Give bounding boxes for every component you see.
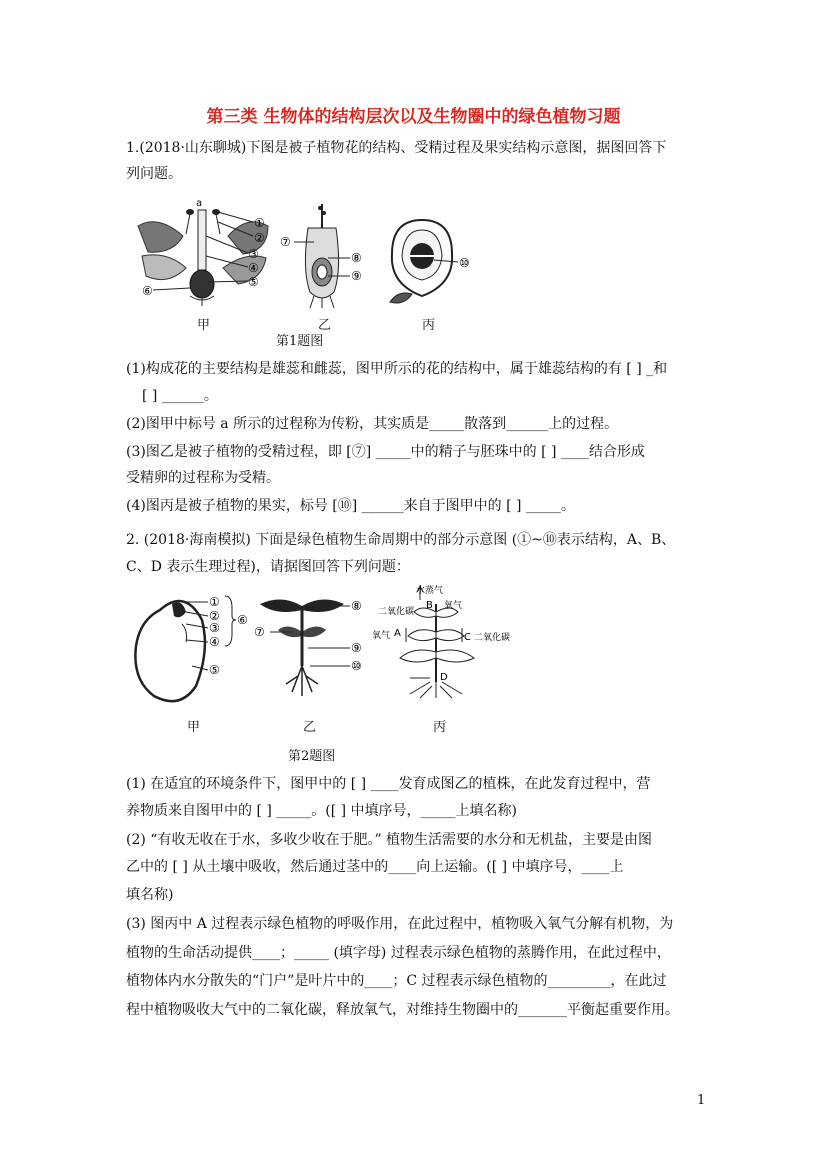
q1-caption-bing: 丙 [422, 318, 436, 333]
q1-caption-yi: 乙 [318, 318, 332, 333]
q1-intro-line2: 列问题。 [126, 166, 182, 182]
label-co2-out: 二氧化碳 [474, 633, 511, 643]
label-8: ⑧ [351, 599, 362, 613]
q2-part2-line3: 填名称) [126, 887, 174, 903]
label-c: C [464, 632, 471, 643]
q2-part3-line2: 植物的生命活动提供____；_____ (填字母) 过程表示绿色植物的蒸腾作用，在此过程中， [126, 945, 671, 961]
roots [286, 666, 318, 696]
label-4: ④ [248, 261, 259, 275]
q1-figure-caption: 第1题图 [276, 334, 324, 349]
label-10: ⑩ [351, 659, 362, 673]
pistil-style [198, 210, 206, 270]
label-3: ③ [209, 621, 220, 635]
q2-intro-line1: 2. (2018·海南模拟) 下面是绿色植物生命周期中的部分示意图 (①~⑩表示结构，A、B、 [126, 532, 676, 548]
ovary [190, 270, 214, 298]
label-7: ⑦ [254, 625, 265, 639]
label-10: ⑩ [459, 256, 470, 270]
label-d: D [440, 672, 448, 683]
label-o2-out: 氧气 [444, 601, 463, 611]
q1-part1-line2: [ ] ______。 [142, 388, 218, 404]
q2-part1-line1: (1) 在适宜的环境条件下，图甲中的 [ ] ____发育成图乙的植株，在此发育过程中，营 [126, 776, 651, 792]
label-9: ⑨ [351, 269, 362, 283]
anther [186, 209, 194, 215]
stamen-filament [186, 214, 190, 234]
bracket [225, 596, 236, 646]
q1-figure-flower [128, 196, 278, 306]
label-2: ② [254, 231, 265, 245]
label-b: B [426, 600, 433, 611]
q2-caption-jia: 甲 [187, 720, 201, 735]
seed-outline [135, 601, 205, 701]
label-co2-in: 二氧化碳 [378, 607, 415, 617]
q2-caption-yi: 乙 [303, 720, 317, 735]
label-1: ① [209, 595, 220, 609]
q1-part1-line1: (1)构成花的主要结构是雄蕊和雌蕊，图甲所示的花的结构中，属于雄蕊结构的有 [ ] _和 [126, 361, 668, 377]
fruit-leaf [390, 293, 412, 303]
label-5: ⑤ [209, 663, 220, 677]
label-a: A [394, 628, 401, 639]
stamen-filament [216, 214, 220, 234]
q1-caption-jia: 甲 [197, 318, 211, 333]
q1-part4: (4)图丙是被子植物的果实，标号 [⑩] ______来自于图甲中的 [ ] _____。 [126, 498, 575, 514]
q1-intro-line1: 1.(2018·山东聊城)下图是被子植物花的结构、受精过程及果实结构示意图，据图回答下 [126, 140, 667, 156]
label-4: ④ [209, 635, 220, 649]
label-water-vapor: 水蒸气 [416, 586, 444, 596]
plant-roots [410, 682, 462, 698]
q1-part3-line2: 受精卵的过程称为受精。 [126, 470, 280, 486]
label-o2-in: 氧气 [372, 631, 391, 641]
page-title: 第三类 生物体的结构层次以及生物圈中的绿色植物习题 [206, 107, 621, 127]
q1-part3-line1: (3)图乙是被子植物的受精过程，即 [⑦] _____中的精子与胚珠中的 [ ] ____结合形成 [126, 444, 645, 460]
label-5: ⑤ [248, 275, 259, 289]
q1-part2: (2)图甲中标号 a 所示的过程称为传粉，其实质是_____散落到______上的过程。 [126, 416, 619, 432]
label-7: ⑦ [280, 235, 291, 249]
label-1: ① [254, 216, 265, 230]
page-number: 1 [697, 1093, 706, 1108]
q1-figure-fertilization [280, 200, 375, 310]
q2-part2-line2: 乙中的 [ ] 从土壤中吸收，然后通过茎中的____向上运输。([ ] 中填序号，____上 [126, 859, 624, 875]
q2-figure-seedling [252, 592, 372, 702]
q2-part3-line1: (3) 图丙中 A 过程表示绿色植物的呼吸作用，在此过程中，植物吸入氧气分解有机物，为 [126, 916, 674, 932]
leaf [260, 599, 302, 612]
q1-figure-fruit [382, 214, 487, 309]
label-6: ⑥ [142, 284, 153, 298]
label-9: ⑨ [351, 641, 362, 655]
q2-part3-line4: 程中植物吸收大气中的二氧化碳，释放氧气，对维持生物圈中的_______平衡起重要作用。 [126, 1002, 679, 1018]
label-2: ② [209, 609, 220, 623]
q2-part1-line2: 养物质来自图甲中的 [ ] _____。([ ] 中填序号，_____上填名称) [126, 803, 518, 819]
label-8: ⑧ [351, 251, 362, 265]
q2-figure-caption: 第2题图 [288, 749, 336, 764]
q2-figure-plant-processes [370, 582, 520, 700]
label-a: a [196, 198, 203, 209]
label-3: ③ [248, 247, 259, 261]
q2-part3-line3: 植物体内水分散失的“门户”是叶片中的____；C 过程表示绿色植物的_________，在此过 [126, 973, 667, 989]
q2-intro-line2: C、D 表示生理过程)，请据图回答下列问题： [126, 559, 410, 575]
q2-part2-line1: (2) “有收无收在于水，多收少收在于肥。” 植物生活需要的水分和无机盐，主要是由图 [126, 832, 653, 848]
q2-caption-bing: 丙 [433, 720, 447, 735]
q2-figure-seed [130, 590, 255, 710]
label-6: ⑥ [237, 613, 248, 627]
